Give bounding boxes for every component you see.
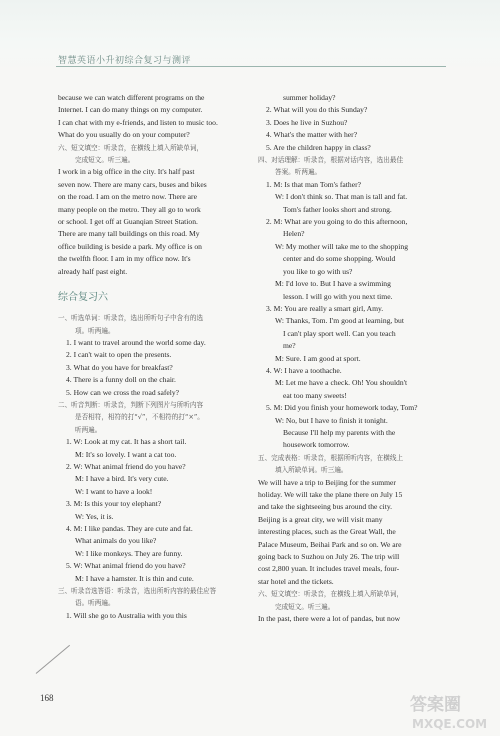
passage-line: the twelfth floor. I am in my office now. It's <box>58 254 191 264</box>
dialogue-line: you like to go with us? <box>283 266 353 276</box>
passage-line: or school. I get off at Guanqian Street Station. <box>58 217 198 227</box>
dialogue-line: 2. W: What animal friend do you have? <box>66 461 186 471</box>
dialogue-line: M: It's so lovely. I want a cat too. <box>75 449 177 459</box>
list-block <box>258 92 448 154</box>
dialogue-line: W: No, but I have to finish it tonight. <box>275 415 388 425</box>
section-instruction: 答案。听两遍。 <box>275 168 322 177</box>
header-rule <box>56 66 446 67</box>
dialogue-line: housework tomorrow. <box>283 440 350 450</box>
dialogue-line: 2. M: What are you going to do this afternoon, <box>266 217 408 227</box>
dialogue-line: me? <box>283 341 296 351</box>
list-item: 5. How can we cross the road safely? <box>66 387 180 397</box>
section-instruction: 完成短文。听三遍。 <box>75 156 135 165</box>
dialogue-line: 2. What will you do this Sunday? <box>266 105 368 115</box>
text-line: I can chat with my e-friends, and listen to music too. <box>58 117 218 127</box>
section-instruction: 是否相符，相符的打“√”，不相符的打“×”。 <box>75 413 204 422</box>
page-number: 168 <box>40 693 54 703</box>
dialogue-line: M: I'd love to. But I have a swimming <box>275 279 391 289</box>
dialogue-line: 5. Are the children happy in class? <box>266 142 371 152</box>
dialogue-line: W: I want to have a look! <box>75 486 153 496</box>
dialogue-line: eat too many sweets! <box>283 390 347 400</box>
dialogue-block <box>58 436 242 585</box>
passage-line: many people on the metro. They all go to work <box>58 204 201 214</box>
dialogue-line: 3. M: You are really a smart girl, Amy. <box>266 303 384 313</box>
dialogue-line: 3. M: Is this your toy elephant? <box>66 499 162 509</box>
passage-line: In the past, there were a lot of pandas, but now <box>258 614 401 624</box>
dialogue-line: 3. Does he live in Suzhou? <box>266 117 348 127</box>
dialogue-line: 4. M: I like pandas. They are cute and fat. <box>66 524 193 533</box>
text-line: Internet. I can do many things on my computer. <box>58 105 203 115</box>
dialogue-line: 5. M: Did you finish your homework today, Tom? <box>266 403 418 413</box>
section-instruction: 填入所缺单词。听三遍。 <box>275 466 348 475</box>
dialogue-line: 1. M: Is that man Tom's father? <box>266 179 361 189</box>
dialogue-line: summer holiday? <box>283 93 336 102</box>
dialogue-line: M: Sure. I am good at sport. <box>275 353 361 363</box>
right-column <box>258 92 448 625</box>
dialogue-line: M: Let me have a check. Oh! You shouldn't <box>275 378 408 388</box>
section-instruction: 完成短文。听三遍。 <box>275 602 335 611</box>
section-instruction: 六、短文填空：听录音，在横线上填入所缺单词， <box>58 143 204 152</box>
left-column <box>58 92 242 622</box>
text-line: What do you usually do on your computer? <box>58 130 190 140</box>
text-line: because we can watch different programs on the <box>58 93 205 102</box>
dialogue-line: Helen? <box>283 229 305 239</box>
dialogue-line: Tom's father looks short and strong. <box>283 204 392 214</box>
passage-line: I work in a big office in the city. It's half past <box>58 167 195 177</box>
passage-line: going back to Suzhou on July 26. The trip will <box>258 552 400 562</box>
section-instruction: 一、听选单词：听录音，选出所听句子中含有的选 <box>58 314 204 323</box>
dialogue-block <box>258 179 448 452</box>
section-instruction: 六、短文填空：听录音，在横线上填入所缺单词， <box>258 590 404 599</box>
dialogue-line: 1. Will she go to Australia with you this <box>66 610 187 620</box>
dialogue-line: W: Thanks, Tom. I'm good at learning, but <box>275 316 404 326</box>
passage-line: office building is beside a park. My office is on <box>58 241 202 251</box>
passage-line: already half past eight. <box>58 266 128 276</box>
dialogue-line: M: I have a bird. It's very cute. <box>75 474 169 484</box>
dialogue-line: W: I don't think so. That man is tall and fat. <box>275 192 408 202</box>
dialogue-line: W: I like monkeys. They are funny. <box>75 548 183 558</box>
dialogue-line: I can't play sport well. Can you teach <box>283 328 396 338</box>
dialogue-line: 1. W: Look at my cat. It has a short tail. <box>66 437 187 447</box>
dialogue-line: Because I'll help my parents with the <box>283 427 396 437</box>
dialogue-line: 4. What's the matter with her? <box>266 130 358 140</box>
dialogue-line: center and do some shopping. Would <box>283 254 396 264</box>
review-section-heading: 综合复习六 <box>58 292 108 304</box>
watermark-logo <box>402 686 498 734</box>
passage-line: star hotel and the tickets. <box>258 576 334 586</box>
watermark-text: 答案圈 <box>410 695 461 715</box>
watermark-subtext: MXQE.COM <box>412 717 488 731</box>
dialogue-line: 4. W: I have a toothache. <box>266 365 342 375</box>
passage-line: on the road. I am on the metro now. There are <box>58 192 197 202</box>
passage-line: and take the sightseeing bus around the city. <box>258 502 393 512</box>
passage-line: Palace Museum, Beihai Park and so on. We are <box>258 539 402 549</box>
list-item: 3. What do you have for breakfast? <box>66 362 173 372</box>
passage-line: holiday. We will take the plane there on July 15 <box>258 490 403 499</box>
running-header-title: 智慧英语小升初综合复习与测评 <box>58 56 192 66</box>
section-instruction: 听两遍。 <box>75 425 102 434</box>
section-instruction: 五、完成表格：听录音，根据所听内容，在横线上 <box>258 453 404 462</box>
section-instruction: 项。听两遍。 <box>75 326 115 335</box>
passage-line: Beijing is a great city, we will visit many <box>258 514 383 524</box>
list-block <box>58 610 242 622</box>
section-instruction: 四、对话理解：听录音，根据对话内容，选出最佳 <box>258 156 404 165</box>
dialogue-line: W: My mother will take me to the shopping <box>275 241 409 251</box>
dialogue-line: lesson. I will go with you next time. <box>283 291 393 301</box>
section-instruction: 二、听音判断：听录音，判断下列图片与所听内容 <box>58 400 204 409</box>
passage-line: cost 2,800 yuan. It includes travel meals, four- <box>258 564 400 574</box>
section-instruction: 三、听录音选答语：听录音，选出所听内容的最佳应答 <box>58 587 217 596</box>
list-item: 2. I can't wait to open the presents. <box>66 350 172 360</box>
passage-line: interesting places, such as the Great Wall, the <box>258 527 396 537</box>
section-instruction: 语。听两遍。 <box>75 599 115 608</box>
corner-decoration <box>36 645 70 674</box>
dialogue-line: What animals do you like? <box>75 536 157 546</box>
passage-line: seven now. There are many cars, buses and bikes <box>58 179 207 189</box>
dialogue-line: M: I have a hamster. It is thin and cute. <box>75 573 194 583</box>
dialogue-line: W: Yes, it is. <box>75 511 114 521</box>
dialogue-line: 5. W: What animal friend do you have? <box>66 561 186 571</box>
list-item: 1. I want to travel around the world some day. <box>66 337 206 347</box>
passage-line: We will have a trip to Beijing for the summer <box>258 477 396 487</box>
list-item: 4. There is a funny doll on the chair. <box>66 375 176 385</box>
passage-line: There are many tall buildings on this road. My <box>58 229 200 239</box>
